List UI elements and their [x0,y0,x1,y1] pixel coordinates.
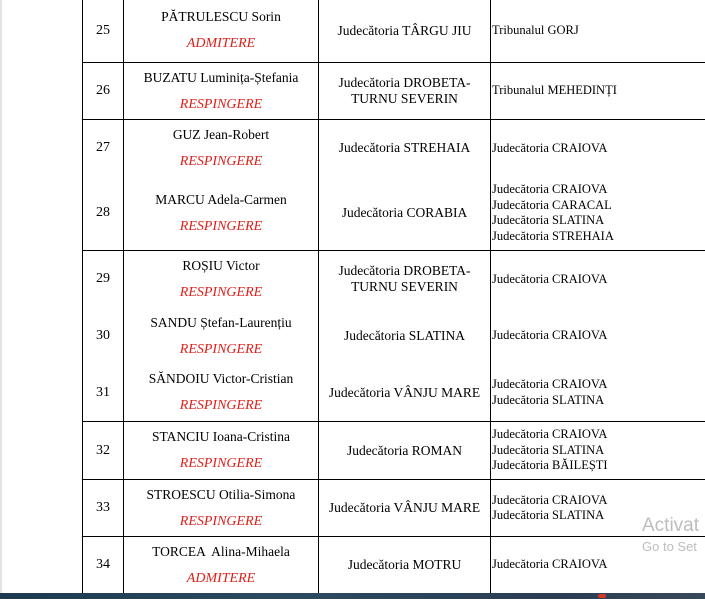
destination-line: Judecătoria CRAIOVA [492,557,608,572]
row-number: 30 [83,308,124,365]
candidate-cell [124,0,319,63]
court-line: Judecătoria VÂNJU MARE [328,500,481,515]
candidate-name: MARCU Adela-Carmen [155,191,287,207]
court-cell [319,537,491,594]
court-line: TURNU SEVERIN [351,279,458,295]
table-row [83,365,705,422]
table-row [83,480,705,537]
court-line: Judecătoria CORABIA [341,205,468,221]
destination-line: Judecătoria CRAIOVA [492,140,608,155]
table-row [83,0,705,63]
candidate-name: STANCIU Ioana-Cristina [151,429,291,444]
destination-line: Judecătoria CRAIOVA [492,427,608,442]
table-row [83,177,705,251]
table-row [83,120,705,177]
verdict-label: ADMITERE [186,570,256,586]
destination-line: Judecătoria BĂILEȘTI [492,458,608,473]
candidate-cell [124,63,319,120]
candidate-name: PĂTRULESCU Sorin [161,9,281,24]
destination-line: Judecătoria SLATINA [492,392,605,407]
verdict-label: ADMITERE [186,36,256,51]
row-number: 26 [83,63,124,120]
court-line: Judecătoria ROMAN [346,442,463,458]
court-cell [319,480,491,537]
row-number: 27 [83,120,124,177]
row-number: 33 [83,480,124,537]
candidate-name: GUZ Jean-Robert [172,126,270,142]
destination-line: Judecătoria SLATINA [492,442,605,457]
verdict-label: RESPINGERE [179,513,263,529]
court-line: Judecătoria SLATINA [343,328,466,343]
candidate-name: BUZATU Luminița-Ștefania [143,69,299,85]
destination-line: Judecătoria SLATINA [492,508,605,522]
court-cell [319,120,491,177]
court-line: Judecătoria MOTRU [347,557,462,572]
candidate-cell [124,251,319,308]
destination-line: Tribunalul GORJ [492,22,579,37]
court-cell [319,0,491,63]
candidate-name: TORCEA Alina-Mihaela [152,543,290,559]
court-cell [319,251,491,308]
court-cell [319,365,491,422]
court-line: TURNU SEVERIN [351,91,458,106]
table-row [83,63,705,120]
candidate-name: ROȘIU Victor [182,257,260,273]
destination-cell [491,422,705,480]
destination-line: Tribunalul MEHEDINȚI [492,83,617,98]
court-line: Judecătoria VÂNJU MARE [328,384,481,400]
verdict-label: RESPINGERE [179,218,263,234]
activation-watermark [642,514,699,556]
court-line: Judecătoria DROBETA- [338,263,471,279]
destination-cell [491,0,705,63]
row-number: 28 [83,177,124,251]
candidate-cell [124,365,319,422]
destination-line: Judecătoria CARACAL [492,197,612,212]
candidate-cell [124,308,319,365]
court-cell [319,177,491,251]
candidate-cell [124,480,319,537]
candidate-cell [124,177,319,251]
taskbar-indicator-icon [598,594,606,598]
court-cell [319,308,491,365]
verdict-label: RESPINGERE [179,153,263,169]
destination-cell [491,308,705,365]
destination-cell [491,177,705,251]
court-line: Judecătoria DROBETA- [338,75,471,90]
destination-line: Judecătoria CRAIOVA [492,377,608,392]
candidate-cell [124,537,319,594]
candidate-name: SĂNDOIU Victor-Cristian [148,371,294,387]
verdict-label: RESPINGERE [179,456,263,471]
destination-line: Judecătoria CRAIOVA [492,492,608,507]
court-cell [319,422,491,480]
table-row [83,537,705,594]
page-edge [0,0,2,599]
results-table [82,0,705,594]
destination-line: Judecătoria CRAIOVA [492,271,608,286]
taskbar [0,593,705,599]
row-number: 29 [83,251,124,308]
destination-line: Judecătoria CRAIOVA [492,328,608,343]
table-row [83,422,705,480]
destination-cell [491,251,705,308]
verdict-label: RESPINGERE [179,96,263,112]
row-number: 34 [83,537,124,594]
row-number: 25 [83,0,124,63]
candidate-name: SANDU Ștefan-Laurențiu [150,314,292,330]
destination-line: Judecătoria SLATINA [492,213,605,228]
court-line: Judecătoria STREHAIA [338,140,471,156]
court-line: Judecătoria TÂRGU JIU [337,22,472,38]
watermark-subtitle: Go to Set [642,539,697,554]
candidate-cell [124,120,319,177]
table-row [83,251,705,308]
destination-line: Judecătoria CRAIOVA [492,182,608,197]
destination-cell [491,63,705,120]
table-row [83,308,705,365]
row-number: 32 [83,422,124,480]
candidate-cell [124,422,319,480]
verdict-label: RESPINGERE [179,284,263,300]
destination-cell [491,365,705,422]
destination-line: Judecătoria STREHAIA [492,228,614,243]
destination-cell [491,120,705,177]
watermark-title: Activat [642,515,700,536]
verdict-label: RESPINGERE [179,398,263,414]
row-number: 31 [83,365,124,422]
verdict-label: RESPINGERE [179,341,263,357]
court-cell [319,63,491,120]
candidate-name: STROESCU Otilia-Simona [146,486,296,502]
